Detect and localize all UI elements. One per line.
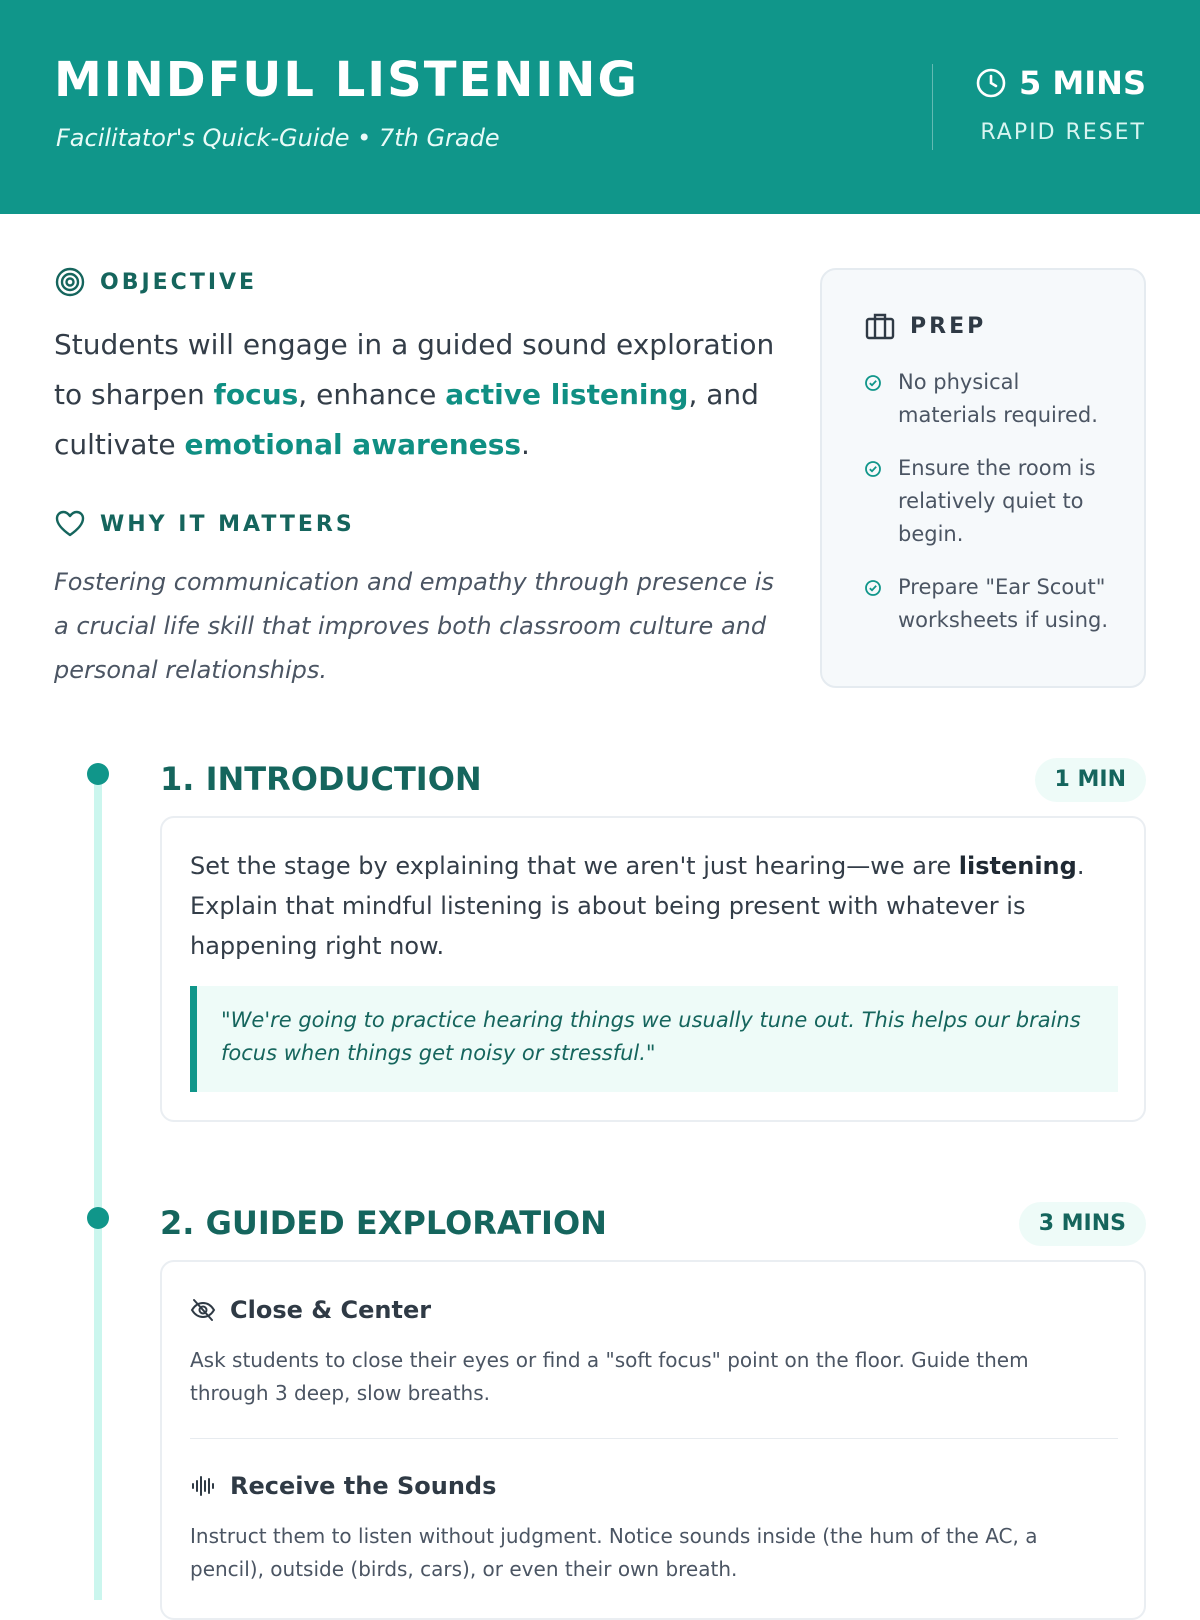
prep-card bbox=[820, 268, 1146, 688]
objective-label: OBJECTIVE bbox=[100, 269, 258, 295]
step-2-card bbox=[160, 1260, 1146, 1620]
objective-highlight-focus: focus bbox=[213, 378, 299, 411]
prep-item-text: No physical materials required. bbox=[898, 370, 1098, 427]
step-1-duration-badge: 1 MIN bbox=[1035, 758, 1146, 802]
step-1-text-part: Set the stage by explaining that we aren't just hearing—we are bbox=[190, 852, 959, 880]
step-2-duration-badge: 3 MINS bbox=[1019, 1202, 1146, 1246]
substep-divider bbox=[190, 1438, 1118, 1439]
header-divider bbox=[932, 64, 933, 150]
why-text: Fostering communication and empathy through presence is a crucial life skill that improves both classroom culture and personal relationships. bbox=[54, 568, 774, 684]
sound-wave-icon bbox=[190, 1473, 216, 1499]
step-1-text bbox=[190, 846, 1110, 966]
substep-heading bbox=[190, 1296, 431, 1324]
step-1-card bbox=[160, 816, 1146, 1122]
substep-text: Instruct them to listen without judgment. Notice sounds inside (the hum of the AC, a pencil), outside (birds, cars), or even their own breath. bbox=[190, 1524, 1038, 1581]
prep-item bbox=[864, 571, 1124, 637]
header-banner bbox=[0, 0, 1200, 214]
objective-text-part: , enhance bbox=[298, 378, 446, 411]
check-circle-icon bbox=[864, 374, 882, 392]
substep-heading bbox=[190, 1472, 496, 1500]
timeline-dot bbox=[87, 763, 109, 785]
duration-caption: RAPID RESET bbox=[980, 120, 1146, 145]
timeline-dot bbox=[87, 1207, 109, 1229]
objective-text-part: . bbox=[521, 428, 530, 461]
objective-highlight-listening: active listening bbox=[445, 378, 689, 411]
step-1-text-bold: listening bbox=[958, 852, 1077, 880]
why-heading bbox=[54, 508, 355, 540]
timeline-line bbox=[94, 778, 102, 1600]
check-circle-icon bbox=[864, 579, 882, 597]
step-2-title: 2. GUIDED EXPLORATION bbox=[160, 1204, 607, 1242]
target-icon bbox=[54, 266, 86, 298]
why-label: WHY IT MATTERS bbox=[100, 511, 355, 537]
objective-text-part: Students will engage in a guided sound exploration to sharpen bbox=[54, 328, 775, 411]
clock-icon bbox=[975, 67, 1007, 99]
substep-title: Receive the Sounds bbox=[230, 1472, 497, 1500]
briefcase-icon bbox=[864, 310, 896, 342]
eye-off-icon bbox=[190, 1297, 216, 1323]
objective-heading bbox=[54, 266, 257, 298]
prep-item-text: Ensure the room is relatively quiet to begin. bbox=[898, 456, 1096, 546]
substep-title: Close & Center bbox=[230, 1296, 432, 1324]
duration-value: 5 MINS bbox=[1019, 64, 1146, 102]
page-title: MINDFUL LISTENING bbox=[54, 52, 639, 108]
objective-text bbox=[54, 320, 784, 470]
check-circle-icon bbox=[864, 460, 882, 478]
step-1-text-part: . Explain that mindful listening is about being present with whatever is happening right now. bbox=[190, 852, 1085, 960]
step-1-title: 1. INTRODUCTION bbox=[160, 760, 482, 798]
objective-highlight-awareness: emotional awareness bbox=[184, 428, 522, 461]
prep-label: PREP bbox=[910, 313, 987, 339]
total-duration bbox=[975, 64, 1146, 102]
substep-text: Ask students to close their eyes or find a "soft focus" point on the floor. Guide them through 3 deep, slow breaths. bbox=[190, 1348, 1029, 1405]
step-1-quote: "We're going to practice hearing things we usually tune out. This helps our brains focus when things get noisy or stressful." bbox=[190, 986, 1118, 1092]
prep-list bbox=[864, 366, 1124, 657]
prep-item bbox=[864, 366, 1124, 432]
prep-heading bbox=[864, 310, 986, 342]
prep-item-text: Prepare "Ear Scout" worksheets if using. bbox=[898, 575, 1109, 632]
prep-item bbox=[864, 452, 1124, 551]
heart-icon bbox=[54, 508, 86, 540]
objective-text-part: , and cultivate bbox=[54, 378, 759, 461]
page-subtitle: Facilitator's Quick-Guide • 7th Grade bbox=[56, 124, 500, 152]
